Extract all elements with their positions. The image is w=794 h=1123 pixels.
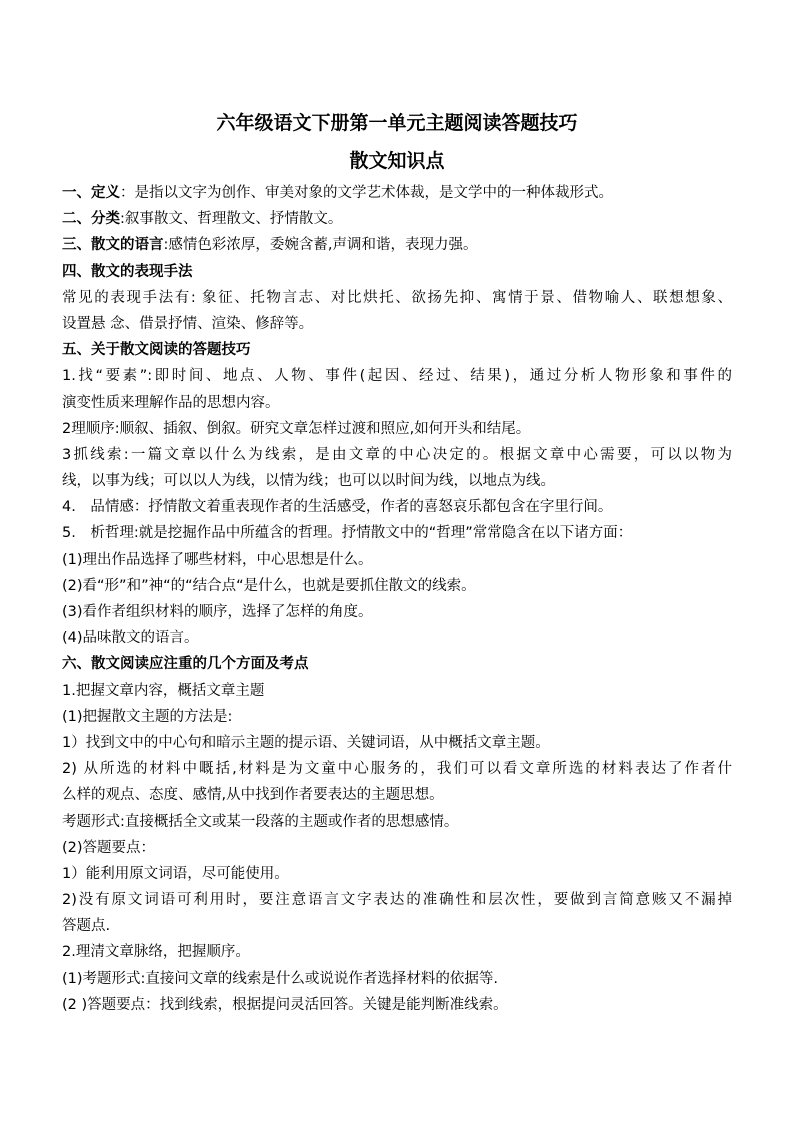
line-text: 常见的表现手法有: 象征、托物言志、对比烘托、欲扬先抑、寓情于景、借物喻人、联想想象、 <box>62 289 732 306</box>
text-line <box>62 939 732 965</box>
line-text: 5. 析哲理:就是挖掘作品中所蕴含的哲理。抒情散文中的“哲理”常常隐含在以下诸方面： <box>62 525 633 542</box>
line-text: (3)看作者组织材料的顺序，选择了怎样的角度。 <box>62 604 373 620</box>
line-text: 线，以事为线；可以以人为线，以情为线；也可以以时间为线，以地点为线。 <box>62 473 555 490</box>
line-text: 答题点. <box>62 918 111 935</box>
text-line <box>62 599 732 625</box>
section-heading: 五、关于散文阅读的答题技巧 <box>62 342 251 359</box>
text-line <box>62 390 732 416</box>
line-text: 2)没有原文词语可利用时，要注意语言文字表达的准确性和层次性，要做到言简意赅又不漏掉 <box>62 892 732 909</box>
document-title: 六年级语文下册第一单元主题阅读答题技巧 <box>216 112 578 134</box>
line-text: 么样的观点、态度、感情,从中找到作者要表达的主题思想。 <box>62 787 444 804</box>
text-line <box>62 625 732 651</box>
line-text: 4. 品情感：抒情散文着重表现作者的生活感受，作者的喜怒哀乐都包含在字里行间。 <box>62 499 613 516</box>
text-line <box>62 547 732 573</box>
text-line <box>62 259 732 285</box>
text-line <box>62 678 732 704</box>
text-line <box>62 782 732 808</box>
section-heading: 四、散文的表现手法 <box>62 263 193 280</box>
text-line <box>62 913 732 939</box>
text-line <box>62 180 732 206</box>
text-line <box>62 206 732 232</box>
text-line <box>62 520 732 546</box>
text-line <box>62 337 732 363</box>
line-text: 设置悬 念、借景抒情、渲染、修辞等。 <box>62 315 314 332</box>
line-text: :叙事散文、哲理散文、抒情散文。 <box>120 211 343 228</box>
line-text: (1)考题形式:直接问文章的线索是什么或说说作者选择材料的依据等. <box>62 970 499 987</box>
line-text: 2.理清文章脉络，把握顺序。 <box>62 944 250 961</box>
line-text: 2理顺序:顺叙、插叙、倒叙。研究文章怎样过渡和照应,如何开头和结尾。 <box>62 420 531 437</box>
line-text: (2)答题要点： <box>62 839 156 856</box>
section-heading: 二、分类 <box>62 211 120 228</box>
line-text: (1)把握散文主题的方法是: <box>62 708 233 725</box>
line-text: 1）能利用原文词语，尽可能使用。 <box>62 865 289 882</box>
text-line <box>62 730 732 756</box>
text-line <box>62 442 732 468</box>
text-line <box>62 363 732 389</box>
text-line <box>62 756 732 782</box>
line-text: ：是指以文字为创作、审美对象的文学艺术体裁，是文学中的一种体裁形式。 <box>120 185 613 201</box>
line-text: 1）找到文中的中心句和暗示主题的提示语、关键词语，从中概括文章主题。 <box>62 734 550 751</box>
section-heading: 一、定义 <box>62 185 120 201</box>
text-line <box>62 992 732 1018</box>
line-text: 2) 从所选的材料中嘅括,材料是为文童中心服务的，我们可以看文章所选的材料表达了作者什 <box>62 761 732 778</box>
text-line <box>62 311 732 337</box>
text-line <box>62 835 732 861</box>
section-heading: 六、散文阅读应注重的几个方面及考点 <box>62 656 309 673</box>
text-line <box>62 285 732 311</box>
text-line <box>62 573 732 599</box>
line-text: 演变性质来理解作品的思想内容。 <box>62 394 280 411</box>
line-text: (4)品味散文的语言。 <box>62 630 199 647</box>
text-line <box>62 416 732 442</box>
text-line <box>62 809 732 835</box>
line-text: :感情色彩浓厚，委婉含蓄,声调和谐，表现力强。 <box>163 237 478 254</box>
text-line <box>62 966 732 992</box>
text-line <box>62 232 732 258</box>
line-text: 1.把握文章内容，概括文章主题 <box>62 682 265 699</box>
text-line <box>62 704 732 730</box>
section-heading: 三、散文的语言 <box>62 237 164 254</box>
line-text: 1.找“要素”:即时间、地点、人物、事件(起因、经过、结果)，通过分析人物形象和事件的 <box>62 368 732 385</box>
line-text: (2)看“形”和”神“的“结合点“是什么，也就是要抓住散文的线索。 <box>62 577 476 594</box>
text-line <box>62 861 732 887</box>
line-text: (2 )答题要点：找到线索，根据提问灵活回答。关键是能判断准线索。 <box>62 996 508 1013</box>
line-text: 考题形式:直接概括全文或某一段落的主题或作者的思想感情。 <box>62 813 459 830</box>
line-text: 3抓线索:一篇文章以什么为线索，是由文章的中心决定的。根据文章中心需要，可以以物为 <box>62 446 732 463</box>
text-line <box>62 468 732 494</box>
text-line <box>62 651 732 677</box>
line-text: (1)理出作品选择了哪些材料，中心思想是什么。 <box>62 551 373 568</box>
document-subtitle: 散文知识点 <box>349 150 445 172</box>
text-line <box>62 887 732 913</box>
text-line <box>62 494 732 520</box>
document-body <box>62 180 732 1018</box>
